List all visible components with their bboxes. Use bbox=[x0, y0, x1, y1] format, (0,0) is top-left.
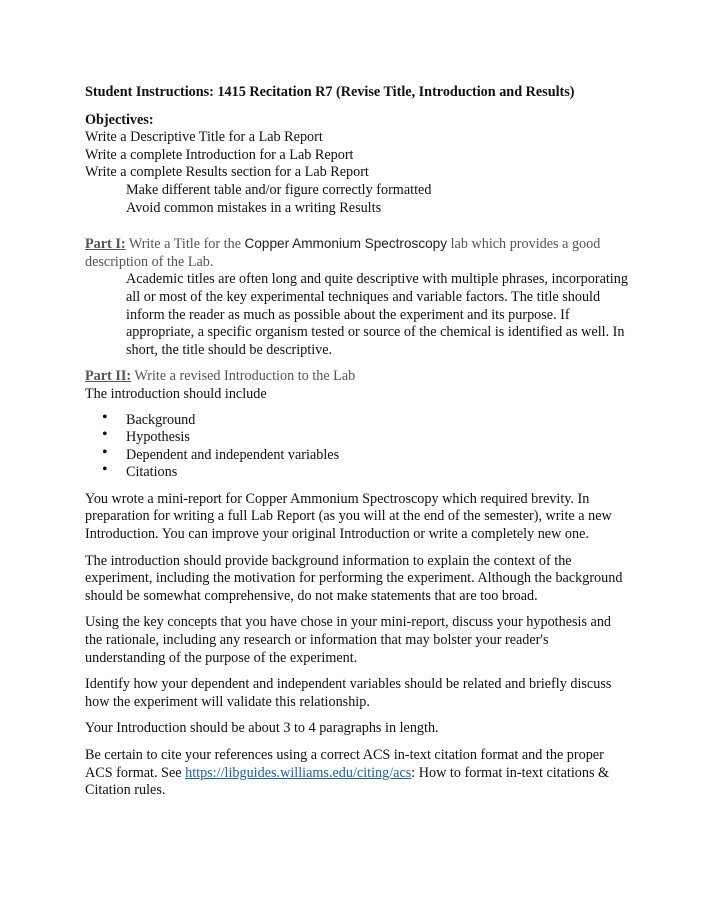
objective-item: Write a Descriptive Title for a Lab Report bbox=[85, 129, 323, 146]
part1-text-after: lab which provides a good description of the Lab. bbox=[85, 236, 601, 270]
part2-label: Part II: bbox=[85, 368, 132, 385]
paragraph: Your Introduction should be about 3 to 4 paragraphs in length. bbox=[85, 720, 439, 737]
list-item bbox=[85, 426, 630, 447]
bullet-icon: • bbox=[102, 426, 108, 444]
page-title: Student Instructions: 1415 Recitation R7 (Revise Title, Introduction and Results) bbox=[85, 84, 575, 100]
paragraph: The introduction should provide background information to explain the context of the experiment, including the motivation for performing the experiment. Although the background should be somewhat comprehensive, do not make statements that are too broad. bbox=[85, 552, 623, 604]
list-item-label: Hypothesis bbox=[126, 429, 190, 446]
part2-heading bbox=[85, 368, 630, 386]
paragraph: You wrote a mini-report for Copper Ammonium Spectroscopy which required brevity. In preparation for writing a full Lab Report (as you will at the end of the semester), write a new Introduction. You can improve your original Introduction or write a completely new one. bbox=[85, 490, 612, 543]
part1-label: Part I: bbox=[85, 236, 126, 253]
part1-heading bbox=[85, 235, 630, 271]
part2-intro-line: The introduction should include bbox=[85, 385, 267, 402]
paragraph: Using the key concepts that you have chose in your mini-report, discuss your hypothesis and the rationale, including any research or information that may bolster your reader's understanding of the purpose of the experiment. bbox=[85, 614, 612, 666]
list-item-label: Citations bbox=[126, 464, 178, 481]
objectives-heading: Objectives: bbox=[85, 111, 154, 128]
bullet-icon: • bbox=[102, 461, 108, 479]
list-item-label: Background bbox=[126, 411, 196, 428]
objective-subitem: Make different table and/or figure correctly formatted bbox=[126, 181, 432, 198]
objective-subitem: Avoid common mistakes in a writing Results bbox=[126, 199, 382, 216]
document-page bbox=[85, 80, 630, 800]
bullet-icon: • bbox=[102, 443, 108, 461]
citation-text-after: : How to format in-text citations & Citation rules. bbox=[85, 764, 610, 799]
acs-citation-link[interactable]: https://libguides.williams.edu/citing/acs bbox=[185, 764, 412, 781]
part2-text: Write a revised Introduction to the Lab bbox=[131, 368, 356, 385]
citation-paragraph bbox=[85, 747, 630, 800]
list-item-label: Dependent and independent variables bbox=[126, 446, 340, 463]
part1-text-before: Write a Title for the bbox=[125, 236, 245, 253]
list-item bbox=[85, 443, 630, 465]
part1-lab-name: Copper Ammonium Spectroscopy bbox=[244, 236, 448, 252]
citation-text-before: Be certain to cite your references using a correct ACS in-text citation format and the proper ACS format. See bbox=[85, 747, 604, 781]
part1-body: Academic titles are often long and quite descriptive with multiple phrases, incorporating all or most of the key experimental techniques and variable factors. The title should inform the reader as much as possible about the experiment and its purpose. If appropriate, a specific organism tested or source of the chemical is identified as well. In short, the title should be descriptive. bbox=[126, 271, 628, 358]
requirements-list bbox=[85, 408, 630, 482]
list-item bbox=[85, 461, 630, 482]
objective-item: Write a complete Results section for a Lab Report bbox=[85, 164, 369, 181]
paragraph: Identify how your dependent and independent variables should be related and briefly discuss how the experiment will validate this relationship. bbox=[85, 676, 612, 710]
objective-item: Write a complete Introduction for a Lab Report bbox=[85, 146, 354, 163]
list-item bbox=[85, 408, 630, 430]
bullet-icon: • bbox=[102, 408, 108, 426]
